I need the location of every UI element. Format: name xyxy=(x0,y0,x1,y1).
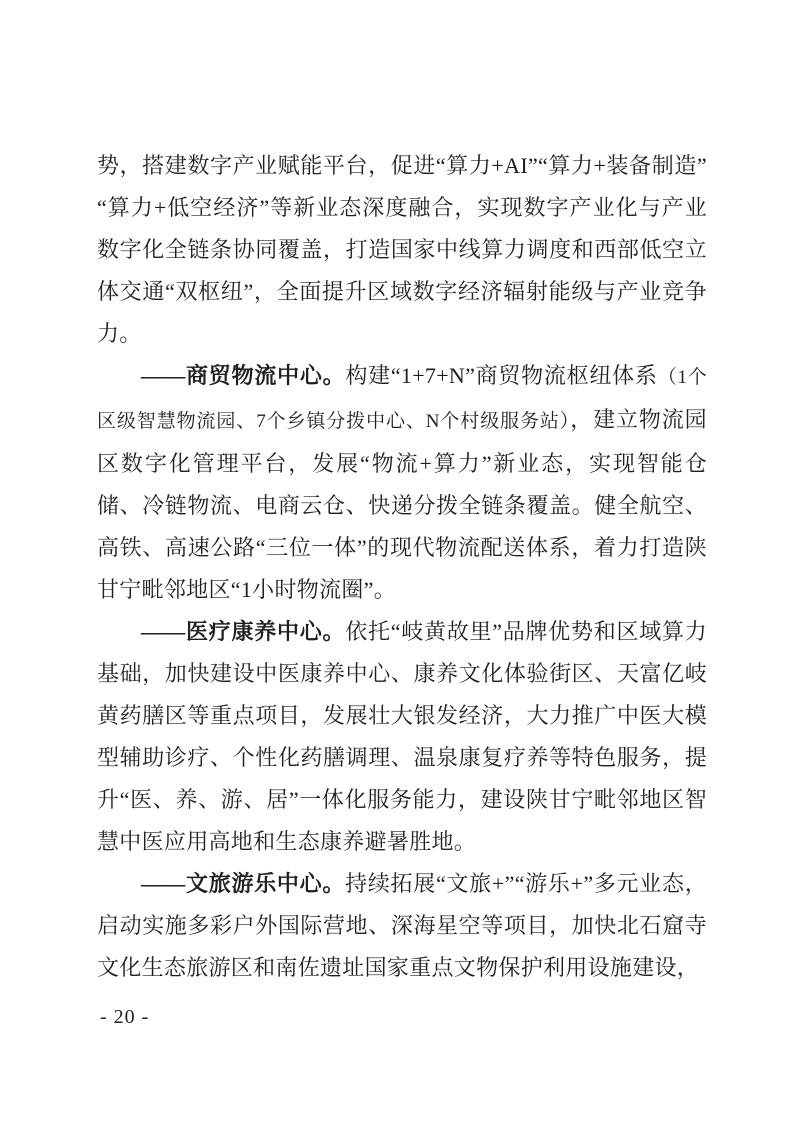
paragraph-medical-wellness-center xyxy=(97,611,707,863)
document-body xyxy=(97,145,707,989)
parenthetical-note-small-text: （1个区级智慧物流园、7个乡镇分拨中心、N个村级服务站） xyxy=(97,367,707,432)
paragraph-lead-bold: ——商贸物流中心。 xyxy=(141,363,346,388)
paragraph-text: 构建“1+7+N”商贸物流枢纽体系 xyxy=(345,363,658,388)
paragraph-text: 持续拓展“文旅+”“游乐+”多元业态，启动实施多彩户外国际营地、深海星空等项目，加快北石窟寺文化生态旅游区和南佐遗址国家重点文物保护利用设施建设， xyxy=(97,871,708,980)
paragraph-trade-logistics-center xyxy=(97,355,707,611)
paragraph-text: 依托“岐黄故里”品牌优势和区域算力基础，加快建设中医康养中心、康养文化体验街区、天富亿岐黄药膳区等重点项目，发展壮大银发经济，大力推广中医大模型辅助诊疗、个性化药膳调理、温泉康复疗养等特色服务，提升“医、养、游、居”一体化服务能力，建设陕甘宁毗邻地区智慧中医应用高地和生态康养避暑胜地。 xyxy=(97,619,708,854)
paragraph-lead-bold: ——文旅游乐中心。 xyxy=(141,871,346,896)
paragraph-continuation xyxy=(97,145,707,355)
page-number: - 20 - xyxy=(100,1006,150,1028)
paragraph-text: ，建立物流园区数字化管理平台，发展“物流+算力”新业态，实现智能仓储、冷链物流、电商云仓、快递分拨全链条覆盖。健全航空、高铁、高速公路“三位一体”的现代物流配送体系，着力打造陕甘宁毗邻地区“1小时物流圈”。 xyxy=(97,407,707,602)
paragraph-culture-tourism-center xyxy=(97,863,707,989)
paragraph-text: 势，搭建数字产业赋能平台，促进“算力+AI”“算力+装备制造”“算力+低空经济”等新业态深度融合，实现数字产业化与产业数字化全链条协同覆盖，打造国家中线算力调度和西部低空立体交通“双枢纽”，全面提升区域数字经济辐射能级与产业竞争力。 xyxy=(97,153,707,346)
paragraph-lead-bold: ——医疗康养中心。 xyxy=(141,619,346,644)
